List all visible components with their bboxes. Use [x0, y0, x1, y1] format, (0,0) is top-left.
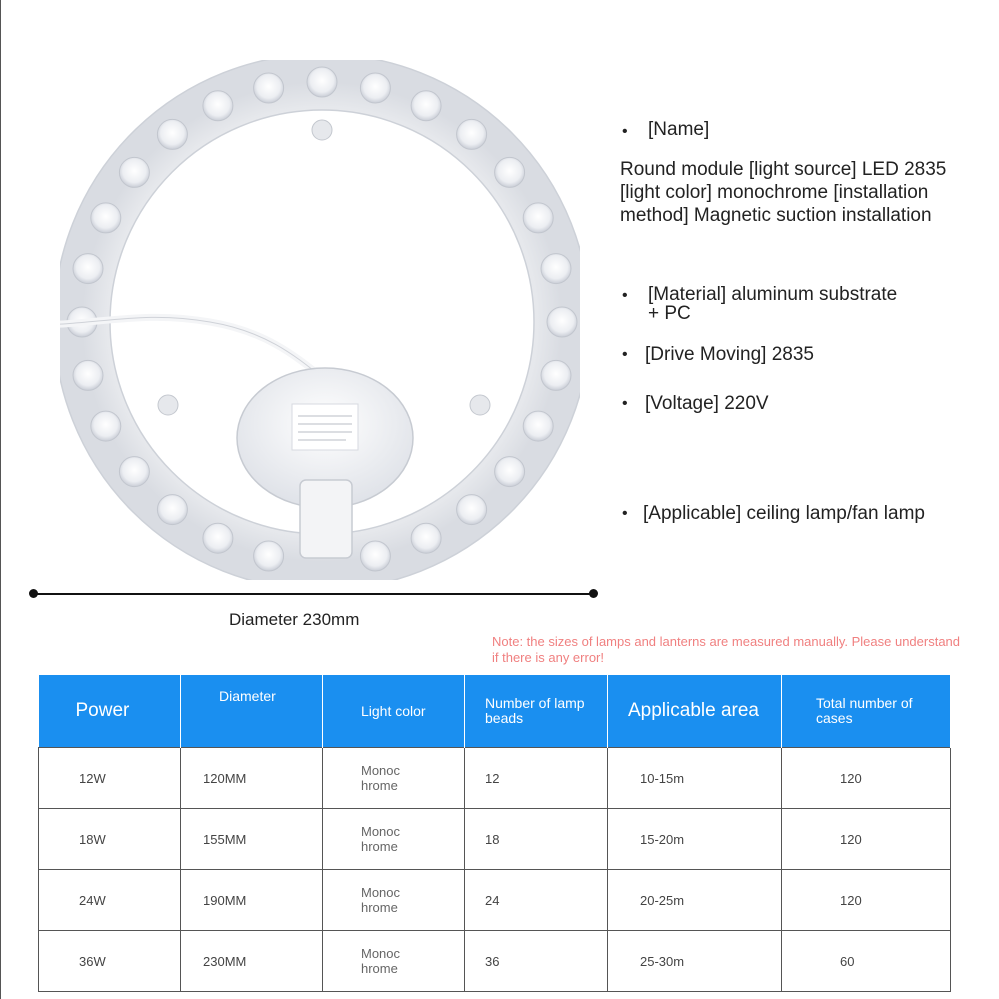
led-bead [254, 73, 284, 103]
light-color-cell: Monochrome [323, 809, 465, 870]
bullet-dot: • [622, 346, 628, 363]
spec-name-label: [Name] [648, 119, 710, 140]
lamp-beads-cell: 36 [465, 931, 608, 992]
total-cases-cell: 120 [782, 809, 951, 870]
led-bead [495, 457, 525, 487]
led-bead [73, 254, 103, 284]
total-cases-cell: 120 [782, 870, 951, 931]
spec-voltage: [Voltage] 220V [645, 393, 769, 414]
led-bead [541, 254, 571, 284]
led-bead [307, 67, 337, 97]
applicable-area-cell: 20-25m [608, 870, 782, 931]
table-row [39, 931, 951, 992]
total-cases-cell: 60 [782, 931, 951, 992]
dimension-line [33, 593, 593, 595]
diameter-cell: 190MM [181, 870, 323, 931]
led-bead [523, 411, 553, 441]
left-border-line [0, 0, 1, 999]
led-bead [360, 73, 390, 103]
bullet-dot: • [622, 123, 628, 140]
led-bead [91, 411, 121, 441]
power-cell: 18W [39, 809, 181, 870]
led-bead [411, 523, 441, 553]
diameter-cell: 120MM [181, 748, 323, 809]
led-bead [157, 119, 187, 149]
light-color-cell: Monochrome [323, 931, 465, 992]
led-bead [360, 541, 390, 571]
bullet-dot: • [622, 505, 628, 522]
table-row [39, 870, 951, 931]
header-diameter: Diameter [181, 675, 323, 748]
applicable-area-cell: 15-20m [608, 809, 782, 870]
bullet-dot: • [622, 395, 628, 412]
dimension-end-right [589, 589, 598, 598]
spec-table [38, 675, 951, 992]
led-bead [523, 203, 553, 233]
spec-drive: [Drive Moving] 2835 [645, 344, 814, 365]
header-lamp-beads: Number of lamp beads [465, 675, 608, 748]
diameter-cell: 155MM [181, 809, 323, 870]
led-bead [73, 360, 103, 390]
lamp-beads-cell: 18 [465, 809, 608, 870]
led-bead [457, 119, 487, 149]
header-applicable-area: Applicable area [608, 675, 782, 748]
light-color-cell: Monochrome [323, 748, 465, 809]
lamp-beads-cell: 24 [465, 870, 608, 931]
led-bead [91, 203, 121, 233]
led-bead [411, 91, 441, 121]
applicable-area-cell: 25-30m [608, 931, 782, 992]
led-bead [254, 541, 284, 571]
table-row [39, 748, 951, 809]
lamp-beads-cell: 12 [465, 748, 608, 809]
led-bead [203, 91, 233, 121]
led-bead [547, 307, 577, 337]
led-bead [157, 495, 187, 525]
dimension-end-left [29, 589, 38, 598]
total-cases-cell: 120 [782, 748, 951, 809]
power-cell: 36W [39, 931, 181, 992]
led-bead [541, 360, 571, 390]
led-bead [119, 457, 149, 487]
bullet-dot: • [622, 287, 628, 304]
led-ring-module-image [60, 60, 580, 580]
header-total-cases: Total number of cases [782, 675, 951, 748]
spec-applicable: [Applicable] ceiling lamp/fan lamp [643, 503, 925, 524]
led-bead [495, 157, 525, 187]
led-bead [457, 495, 487, 525]
power-cell: 12W [39, 748, 181, 809]
diameter-cell: 230MM [181, 931, 323, 992]
header-power: Power [39, 675, 181, 748]
spec-material: [Material] aluminum substrate + PC [648, 284, 898, 324]
table-row [39, 809, 951, 870]
spec-name-value: Round module [light source] LED 2835 [light color] monochrome [installation method] Magnetic suction installation [620, 159, 947, 226]
table-header-row [39, 675, 951, 748]
led-bead [119, 157, 149, 187]
applicable-area-cell: 10-15m [608, 748, 782, 809]
measurement-note: Note: the sizes of lamps and lanterns are measured manually. Please understand if there is any error! [492, 634, 961, 665]
dimension-label: Diameter 230mm [229, 610, 360, 629]
power-cell: 24W [39, 870, 181, 931]
header-light-color: Light color [323, 675, 465, 748]
light-color-cell: Monochrome [323, 870, 465, 931]
led-bead [203, 523, 233, 553]
